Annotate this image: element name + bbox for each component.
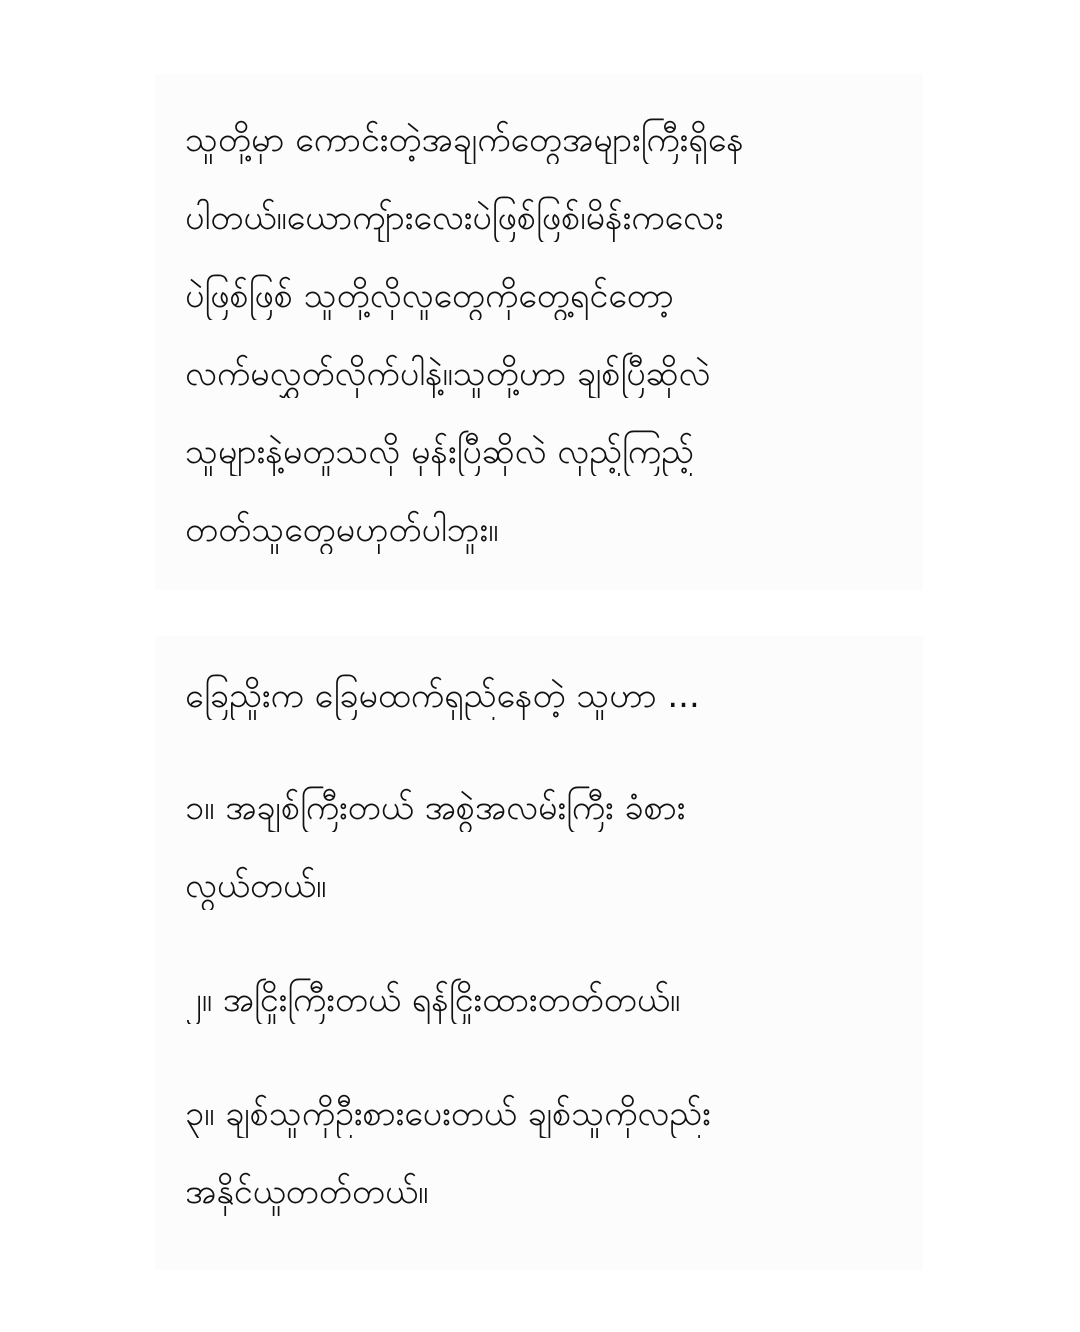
list-item-3-line-2: အနိုင်ယူတတ်တယ်။ (185, 1172, 429, 1212)
paragraph-line: ပဲဖြစ်ဖြစ် သူတို့လိုလူတွေကိုတွေ့ရင်တော့ (185, 276, 674, 316)
paragraph-line: ပါတယ်။ယောကျ်ားလေးပဲဖြစ်ဖြစ်၊မိန်းကလေး (185, 198, 724, 238)
paragraph-line: သူများနဲ့မတူသလို မုန်းပြီဆိုလဲ လှည့်ကြည့် (185, 432, 694, 472)
list-item-2-line-1: ၂။ အငြိုးကြီးတယ် ရန်ငြိုးထားတတ်တယ်။ (185, 980, 681, 1020)
text-card-2 (155, 636, 923, 1270)
list-item-1-line-2: လွယ်တယ်။ (185, 866, 327, 906)
paragraph-line: သူတို့မှာ ကောင်းတဲ့အချက်တွေအများကြီးရှိနေ (185, 120, 744, 160)
paragraph-line: လက်မလွှတ်လိုက်ပါနဲ့။သူတို့ဟာ ချစ်ပြီဆိုလဲ (185, 354, 711, 394)
text-card-1 (155, 74, 923, 590)
list-item-1-line-1: ၁။ အချစ်ကြီးတယ် အစွဲအလမ်းကြီး ခံစား (185, 788, 686, 828)
list-item-3-line-1: ၃။ ချစ်သူကိုဦးစားပေးတယ် ချစ်သူကိုလည်း (185, 1094, 711, 1134)
paragraph-line: တတ်သူတွေမဟုတ်ပါဘူး။ (185, 510, 499, 550)
section-heading: ခြေညှိုးက ခြေမထက်ရှည်နေတဲ့ သူဟာ ... (185, 676, 700, 716)
